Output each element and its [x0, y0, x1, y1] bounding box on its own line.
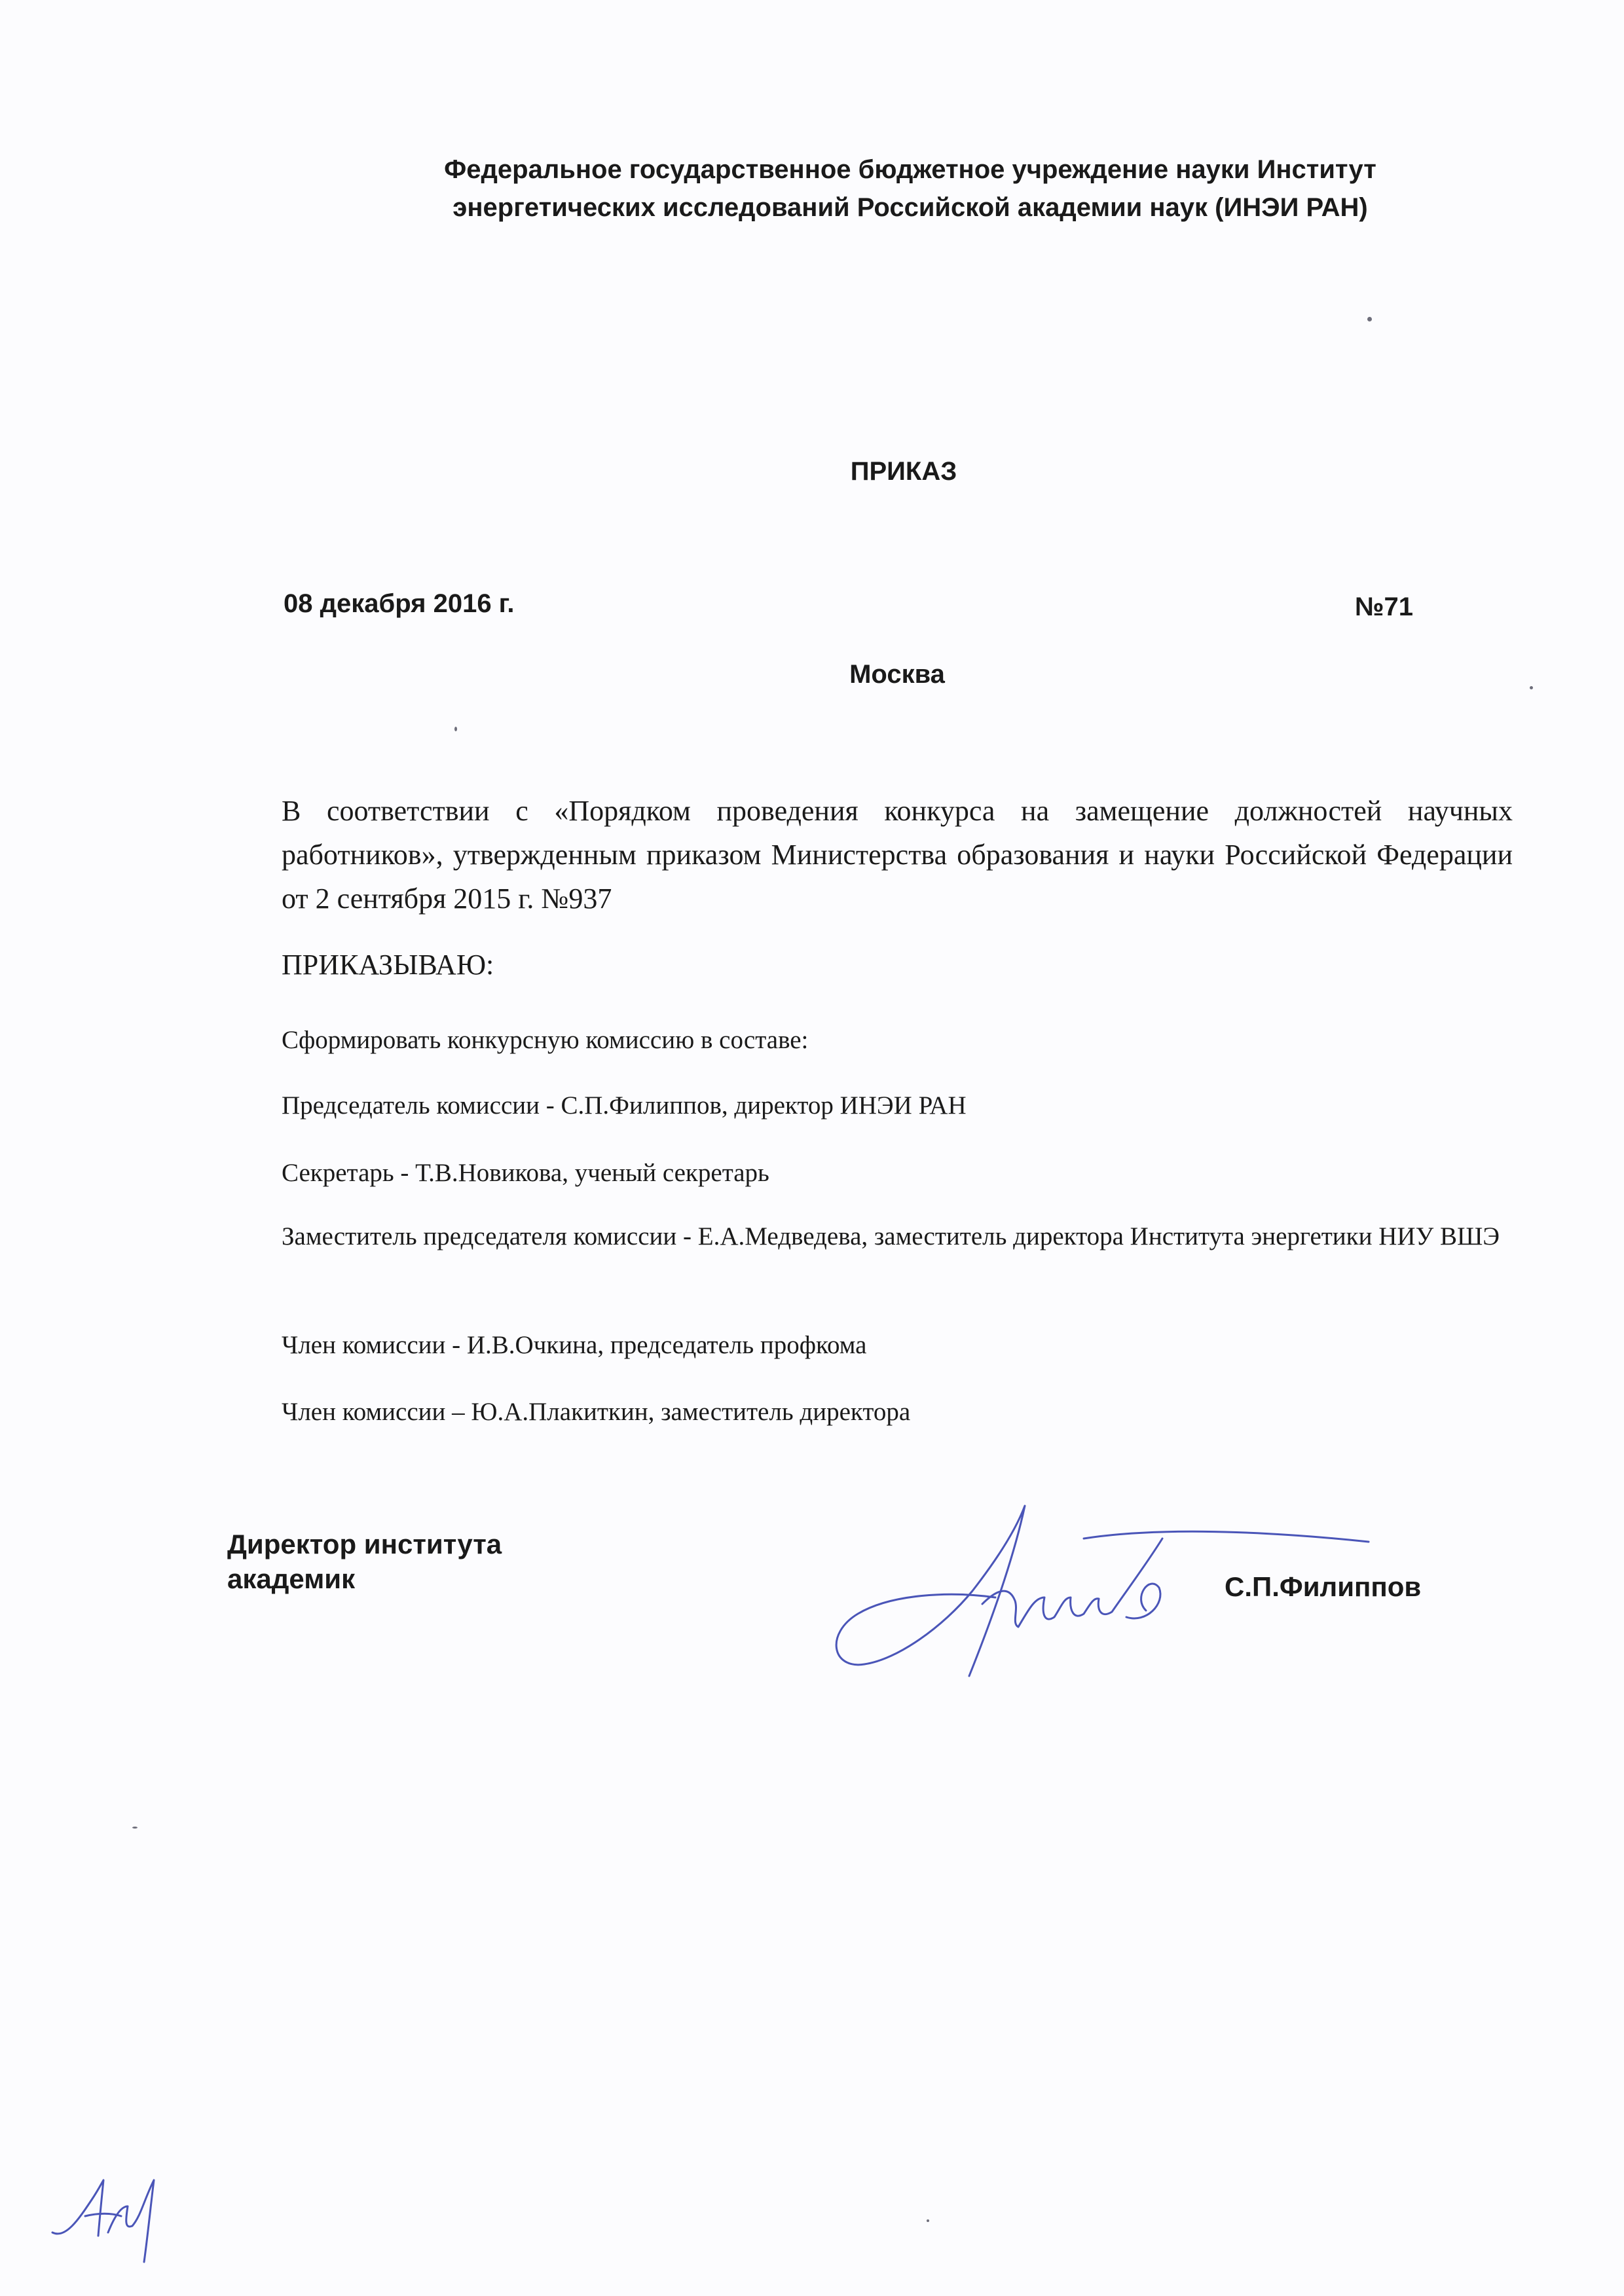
commission-member-1: Член комиссии - И.В.Очкина, председатель профкома [282, 1331, 867, 1359]
commission-deputy-chairman: Заместитель председателя комиссии - Е.А.Медведева, заместитель директора Института энергетики НИУ ВШЭ [282, 1222, 1500, 1250]
organization-title-line-2: энергетических исследований Российской академии наук (ИНЭИ РАН) [452, 193, 1368, 222]
scan-speck [454, 727, 457, 731]
commission-chairman: Председатель комиссии - С.П.Филиппов, директор ИНЭИ РАН [282, 1091, 967, 1120]
order-word: ПРИКАЗЫВАЮ: [282, 949, 494, 981]
organization-title [288, 151, 1532, 227]
scan-speck [1367, 317, 1372, 321]
signatory-name: С.П.Филиппов [1225, 1571, 1422, 1602]
commission-secretary: Секретарь - Т.В.Новикова, ученый секретарь [282, 1159, 769, 1187]
commission-member-2: Член комиссии – Ю.А.Плакиткин, заместитель директора [282, 1398, 911, 1426]
preamble-paragraph: В соответствии с «Порядком проведения конкурса на замещение должностей научных работников», утвержденным приказом Министерства образования и науки Российской Федерации от 2 сентября 2015 г. №937 [282, 795, 1513, 915]
signatory-role [227, 1527, 502, 1596]
document-city: Москва [849, 660, 945, 689]
scan-speck [927, 2219, 929, 2222]
scan-speck [1530, 686, 1533, 689]
handwritten-initials [46, 2154, 170, 2265]
scan-speck [132, 1827, 138, 1829]
signatory-role-line-1: Директор института [227, 1529, 502, 1559]
signatory-role-line-2: академик [227, 1563, 356, 1594]
document-date: 08 декабря 2016 г. [284, 589, 515, 618]
document-number: №71 [1354, 592, 1413, 621]
organization-title-line-1: Федеральное государственное бюджетное учреждение науки Институт [444, 155, 1376, 184]
document-type: ПРИКАЗ [850, 457, 957, 486]
commission-intro: Сформировать конкурсную комиссию в составе: [282, 1026, 809, 1054]
